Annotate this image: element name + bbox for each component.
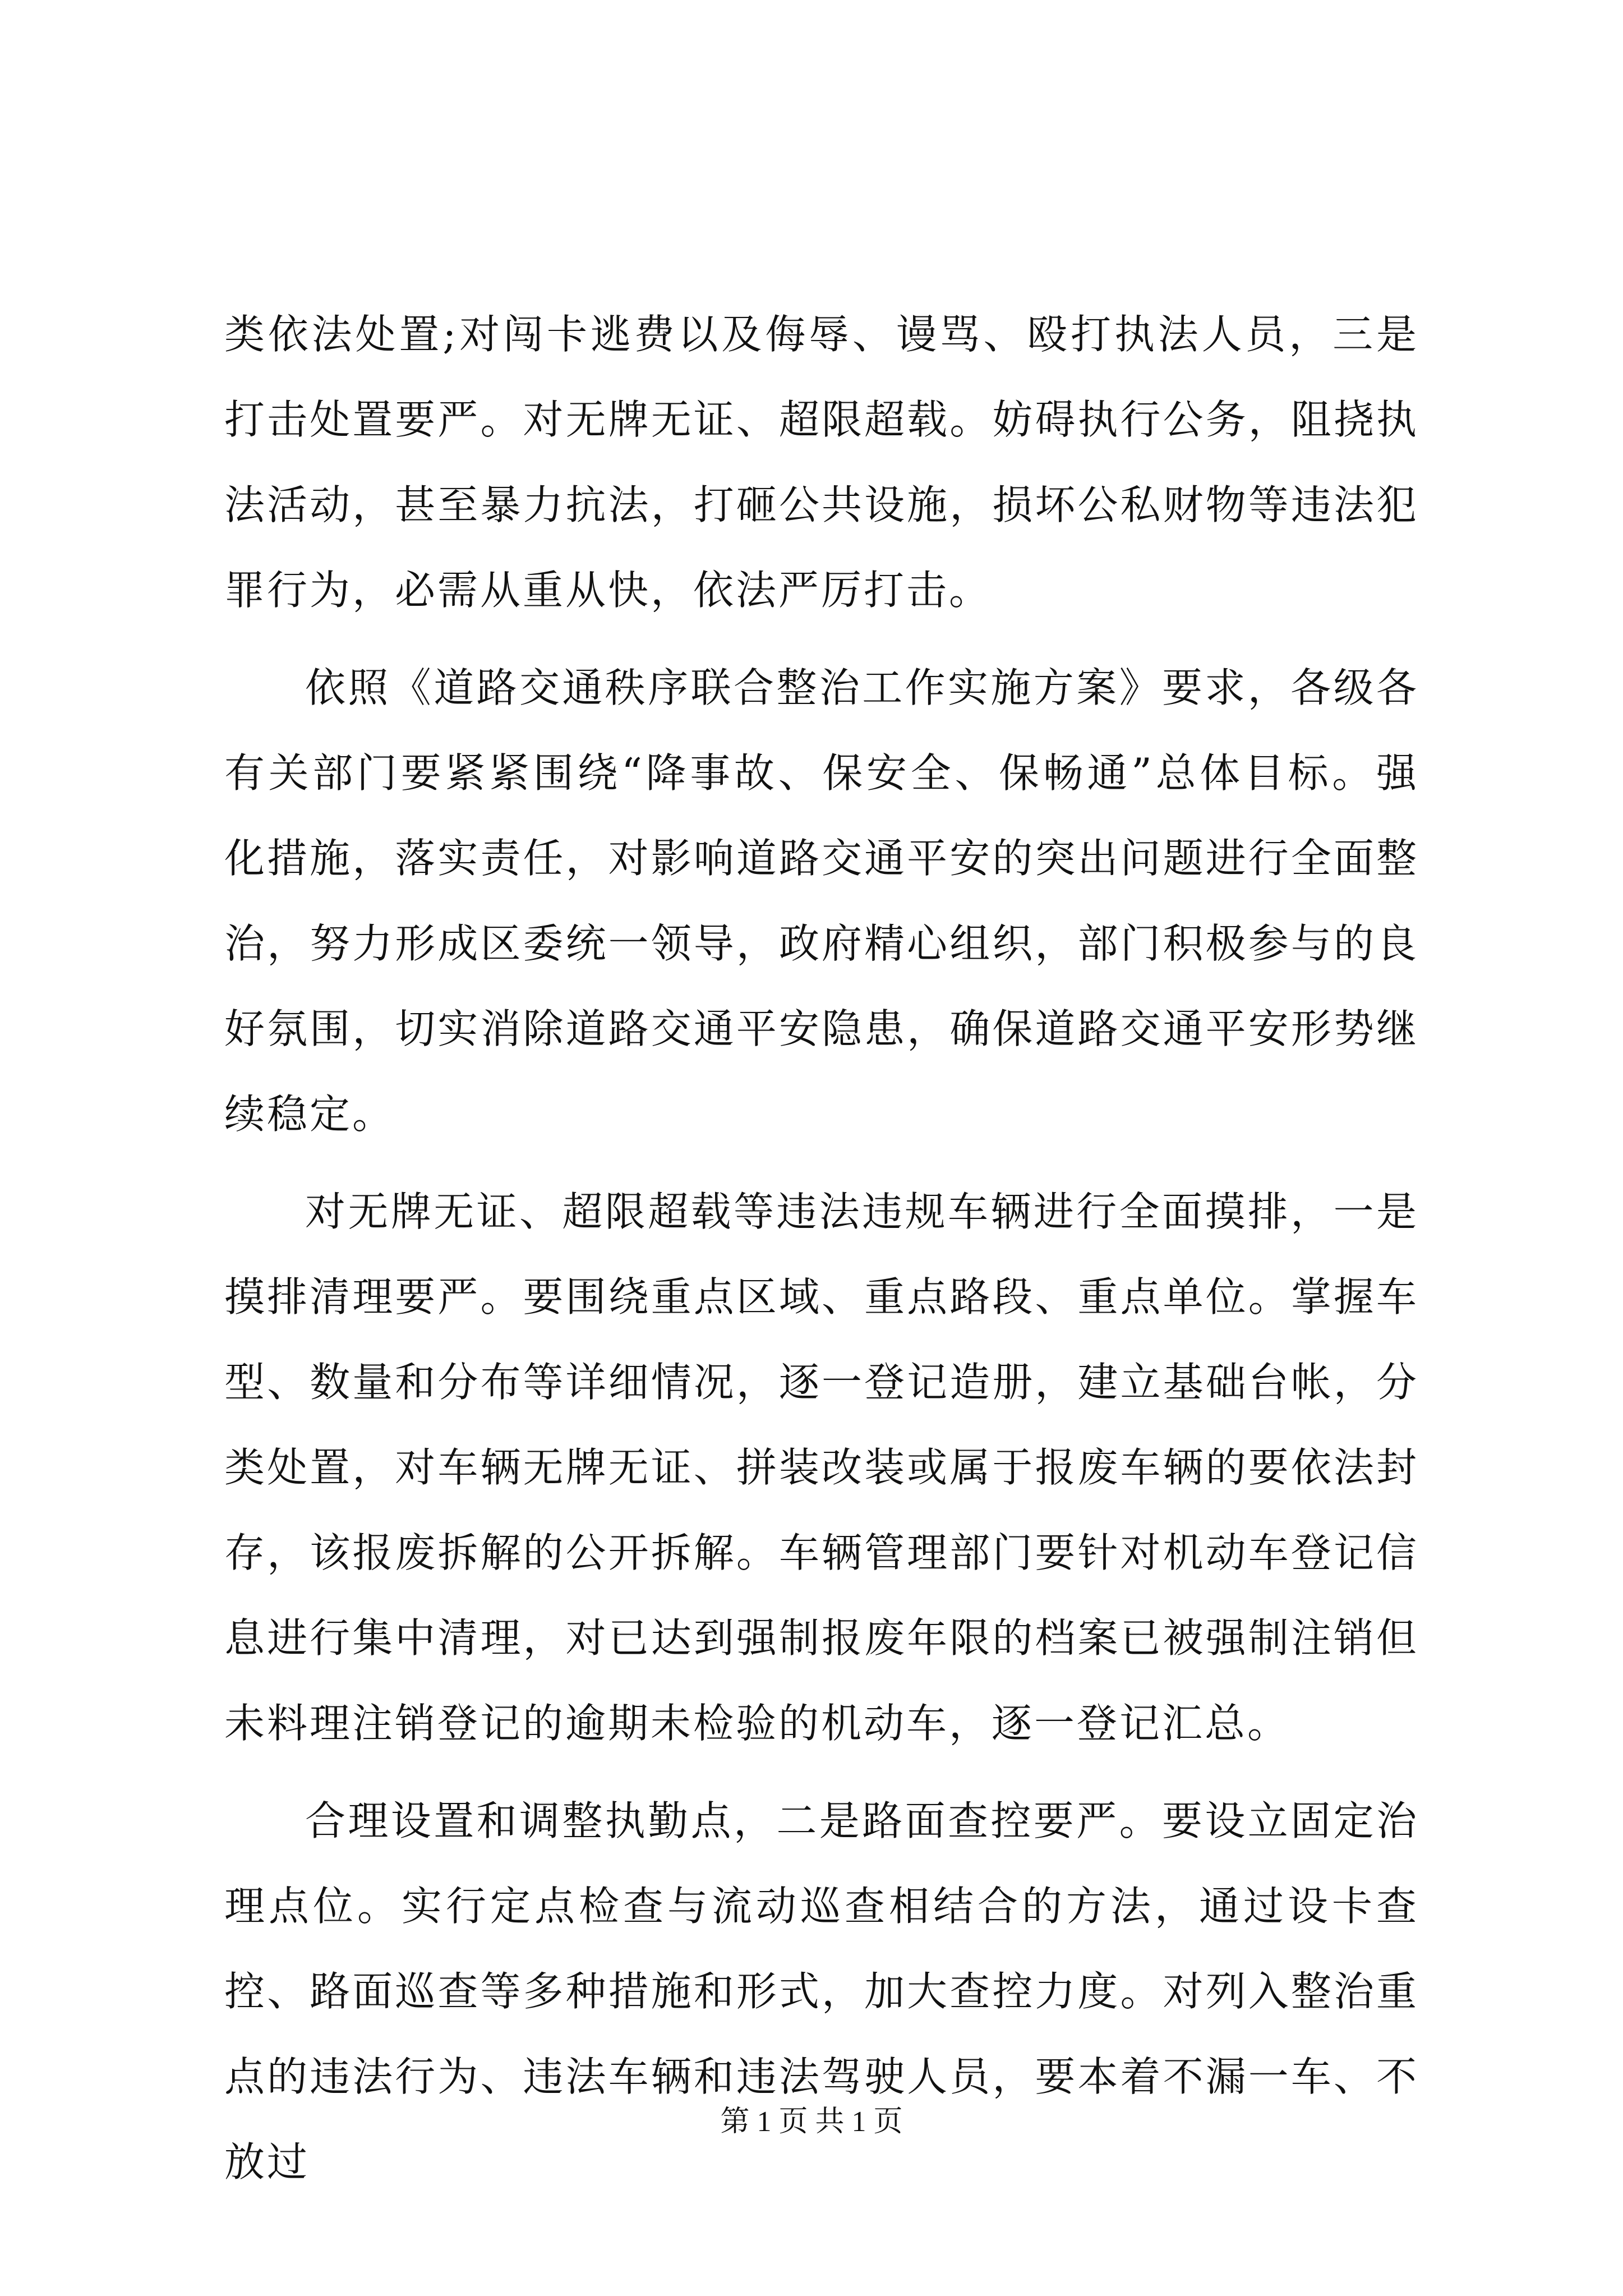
- paragraph-3: 对无牌无证、超限超载等违法违规车辆进行全面摸排，一是摸排清理要严。要围绕重点区域、重点路段、重点单位。掌握车型、数量和分布等详细情况，逐一登记造册，建立基础台帐，分类处置，对车辆无牌无证、拼装改装或属于报废车辆的要依法封存，该报废拆解的公开拆解。车辆管理部门要针对机动车登记信息进行集中清理，对已达到强制报废年限的档案已被强制注销但未料理注销登记的逾期未检验的机动车，逐一登记汇总。: [224, 1188, 1419, 1747]
- page-number-footer: 第 1 页 共 1 页: [720, 2106, 903, 2138]
- paragraph-1: 类依法处置;对闯卡逃费以及侮辱、谩骂、殴打执法人员，三是打击处置要严。对无牌无证、超限超载。妨碍执行公务，阻挠执法活动，甚至暴力抗法，打砸公共设施，损坏公私财物等违法犯罪行为，必需从重从快，依法严厉打击。: [224, 311, 1419, 614]
- paragraph-4: 合理设置和调整执勤点，二是路面查控要严。要设立固定治理点位。实行定点检查与流动巡查相结合的方法，通过设卡查控、路面巡查等多种措施和形式，加大查控力度。对列入整治重点的违法行为、违法车辆和违法驾驶人员，要本着不漏一车、不放过: [224, 1797, 1419, 2185]
- document-body: [224, 292, 1419, 2217]
- paragraph-2: 依照《道路交通秩序联合整治工作实施方案》要求，各级各有关部门要紧紧围绕“降事故、保安全、保畅通”总体目标。强化措施，落实责任，对影响道路交通平安的突出问题进行全面整治，努力形成区委统一领导，政府精心组织，部门积极参与的良好氛围，切实消除道路交通平安隐患，确保道路交通平安形势继续稳定。: [224, 664, 1419, 1138]
